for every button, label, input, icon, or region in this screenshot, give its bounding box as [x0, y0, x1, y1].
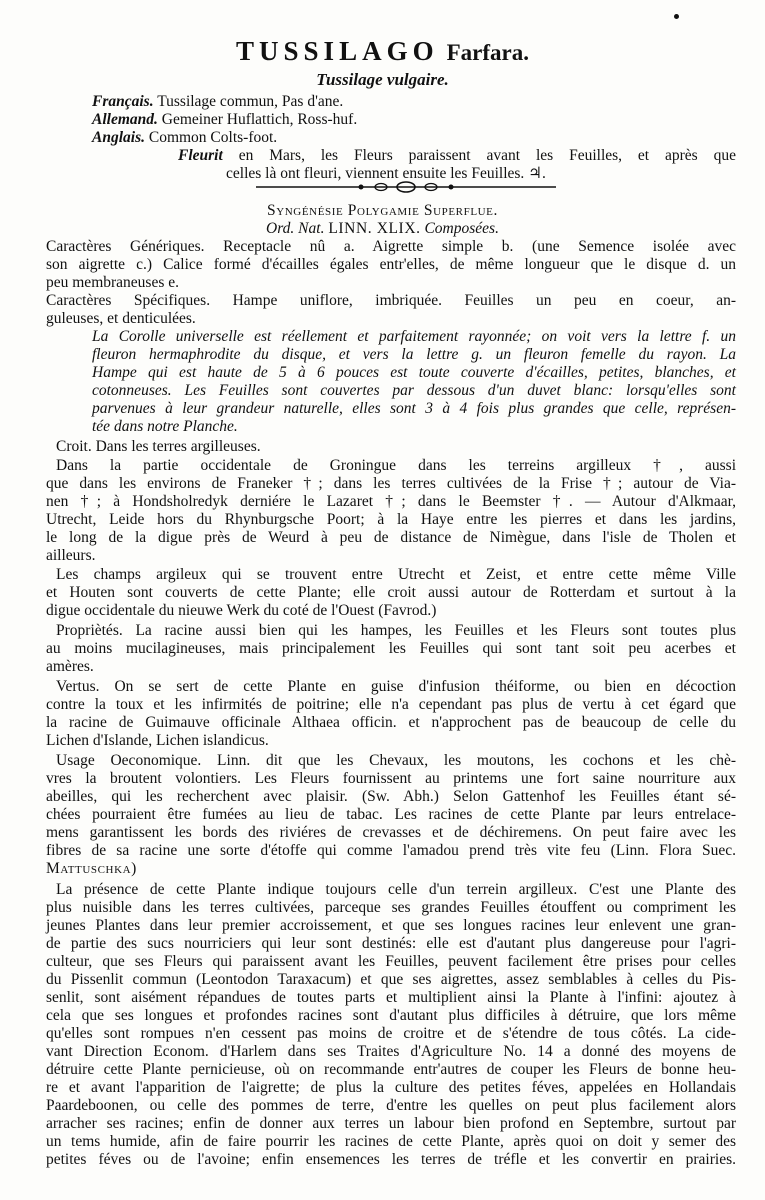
text-line: peu membraneuses e. — [46, 274, 179, 291]
text-line: senlit, sont aisément répandues de toutes parts et multiplient ainsi la Plante à l'infini: ajoutez à — [46, 989, 736, 1006]
text-line: Usage Oeconomique. Linn. dit que les Chevaux, les moutons, les cochons et les chè- — [56, 752, 736, 769]
text-line: plus nuisible dans les terres cultivées, parceque ses grandes Feuilles étouffent ou compriment les — [46, 899, 736, 916]
text-line: arracher ses racines; enfin de donner aux terres un labour bien profond en Septembre, surtout par — [46, 1115, 736, 1132]
natural-order-line: Ord. Nat. LINN. XLIX. Composées. — [266, 220, 499, 237]
text-line: jeunes Plantes dans leur premier accroissement, et que ses longues racines leur enlevent une gran- — [46, 917, 736, 934]
text-line: Dans la partie occidentale de Groningue dans les terreins argilleux †, aussi — [56, 457, 736, 474]
text-line: digue occidentale du nieuwe Werk du coté de l'Ouest (Favrod.) — [46, 602, 437, 619]
text-line: Propriètés. La racine aussi bien qui les hampes, les Feuilles et les Fleurs sont toutes plus — [56, 622, 736, 639]
text-line: Caractères Spécifiques. Hampe uniflore, imbriquée. Feuilles un peu en coeur, an- — [46, 292, 736, 309]
text-line: Les champs argileux qui se trouvent entre Utrecht et Zeist, et entre cette même Ville — [56, 566, 736, 583]
text-line: nen †; à Hondsholredyk derniére le Lazaret †; dans le Beemster †. — Autour d'Alkmaar, — [46, 493, 736, 510]
text-line: et Houten sont couverts de cette Plante; elle croit aussi autour de Rotterdam et surtout à la — [46, 584, 736, 601]
text-line: son aigrette c.) Calice formé d'écailles égales entr'elles, de même longueur que le disque d. un — [46, 256, 736, 273]
text-line: le long de la digue près de Weurd à peu de distance de Nimègue, dans l'isle de Tholen et — [46, 529, 736, 546]
text-line: la racine de Guimauve officinale Althaea officin. et n'approchent pas de beaucoup de celle du — [46, 714, 736, 731]
title-genus: TUSSILAGO — [236, 36, 439, 66]
text-line: Caractères Génériques. Receptacle nû a. Aigrette simple b. (une Semence isolée avec — [46, 238, 736, 255]
text-line: Hampe qui est haute de 5 à 6 pouces est toute couverte d'écailles, petites, blanches, et — [92, 364, 736, 381]
ink-dot — [674, 14, 679, 19]
text-line: détruire cette Plante pernicieuse, où on recommande entr'autres de couper les Fleurs de bonne heu- — [46, 1061, 736, 1078]
classification-line: Syngénésie Polygamie Superflue. — [267, 202, 498, 219]
text-line: Lichen d'Islande, Lichen islandicus. — [46, 732, 269, 749]
page-title — [0, 36, 765, 67]
text-line: parvenues à leur grandeur naturelle, elles sont 3 à 4 fois plus grandes que celle, représen- — [92, 400, 736, 417]
text-line: amères. — [46, 658, 94, 675]
text-line: tée dans notre Planche. — [92, 418, 238, 435]
text-line: culteur, que ses Fleurs qui paraissent avant les Feuilles, peuvent facilement être prises pour celles — [46, 953, 736, 970]
text-line: chées pourraient être fumées au lieu de tabac. Les racines de cette Plante par leurs entrelace- — [46, 806, 736, 823]
text-line: Paardeboonen, ou celle des pommes de terre, d'entre les quelles on peut plus facilement alors — [46, 1097, 736, 1114]
text-line: fleuron hermaphrodite du disque, et vers la lettre g. un fleuron femelle du rayon. La — [92, 346, 736, 363]
flowering-line-2: celles là ont fleuri, viennent ensuite les Feuilles. ♃. — [226, 165, 546, 182]
title-species: Farfara. — [446, 40, 529, 65]
text-line: au moins mucilagineuses, mais principalement les Feuilles qui sont tant soit peu acerbes et — [46, 640, 736, 657]
text-line: vres la broutent volontiers. Les Fleurs fournissent au printems une fort saine nourriture aux — [46, 770, 736, 787]
text-line: La Corolle universelle est réellement et parfaitement rayonnée; on voit vers la lettre f. un — [92, 328, 736, 345]
text-line: du Pissenlit commun (Leontodon Taraxacum) et que ses aigrettes, assez semblables à celles du Pis- — [46, 971, 736, 988]
text-line: cela que ses longues et profondes racines sont d'autant plus difficiles à détruire, que lors même — [46, 1007, 736, 1024]
text-line: qu'elles sont rompues n'en cessent pas moins de croitre et de s'étendre de tous côtés. La cide- — [46, 1025, 736, 1042]
text-line: contre la toux et les infirmités de poitrine; elle n'a cependant pas plus de vertu à cet égard que — [46, 696, 736, 713]
ornament-divider — [256, 180, 556, 194]
text-line: ailleurs. — [46, 547, 96, 564]
text-line: La présence de cette Plante indique toujours celle d'un terrein argilleux. C'est une Plante des — [56, 881, 736, 898]
text-line: Utrecht, Leide hors du Rhynburgsche Poort; à la Haye entre les pierres et dans les jardins, — [46, 511, 736, 528]
text-line: Mattuschka) — [46, 860, 137, 877]
text-line: que dans les environs de Franeker †; dans les terres cultivées de la Frise †; autour de Via- — [46, 475, 736, 492]
text-line: Vertus. On se sert de cette Plante en guise d'infusion théiforme, ou bien en décoction — [56, 678, 736, 695]
text-line: Croit. Dans les terres argilleuses. — [56, 438, 261, 455]
text-line: guleuses, et denticulées. — [46, 310, 196, 327]
text-line: un tems humide, afin de faire pourrir les racines de cette Plante, après quoi on doit y semer des — [46, 1133, 736, 1150]
text-line: abeilles, qui les recherchent avec plaisir. (Sw. Abh.) Selon Gattenhof les Feuilles étant sé- — [46, 788, 736, 805]
flowering-line-1: Fleurit en Mars, les Fleurs paraissent avant les Feuilles, et après que — [178, 147, 736, 164]
text-line: re et avant l'apparition de l'aigrette; de plus la culture des petites féves, appelées en Hollandais — [46, 1079, 736, 1096]
text-line: vant Direction Econom. d'Harlem dans ses Traites d'Agriculture No. 14 a donné des moyens de — [46, 1043, 736, 1060]
text-line: de partie des sucs nourriciers qui leur sont destinés: elle est d'autant plus dangereuse pour l'agri- — [46, 935, 736, 952]
page-subtitle: Tussilage vulgaire. — [316, 70, 449, 89]
text-line: cotonneuses. Les Feuilles sont couvertes par dessous d'un duvet blanc: lorsqu'elles sont — [92, 382, 736, 399]
text-line: mens garantissent les bords des riviéres de crevasses et de déchiremens. On peut faire avec les — [46, 824, 736, 841]
text-line: fibres de sa racine une sorte d'étoffe qui comme l'amadou prend très vite feu (Linn. Flora Suec. — [46, 842, 736, 859]
name-german: Allemand. Gemeiner Huflattich, Ross-huf. — [92, 111, 358, 128]
name-english: Anglais. Common Colts-foot. — [92, 129, 278, 146]
name-french: Français. Tussilage commun, Pas d'ane. — [92, 93, 344, 110]
text-line: petites féves ou de l'avoine; enfin ensemences les terres de tréfle et les convertir en prairies. — [46, 1151, 736, 1168]
